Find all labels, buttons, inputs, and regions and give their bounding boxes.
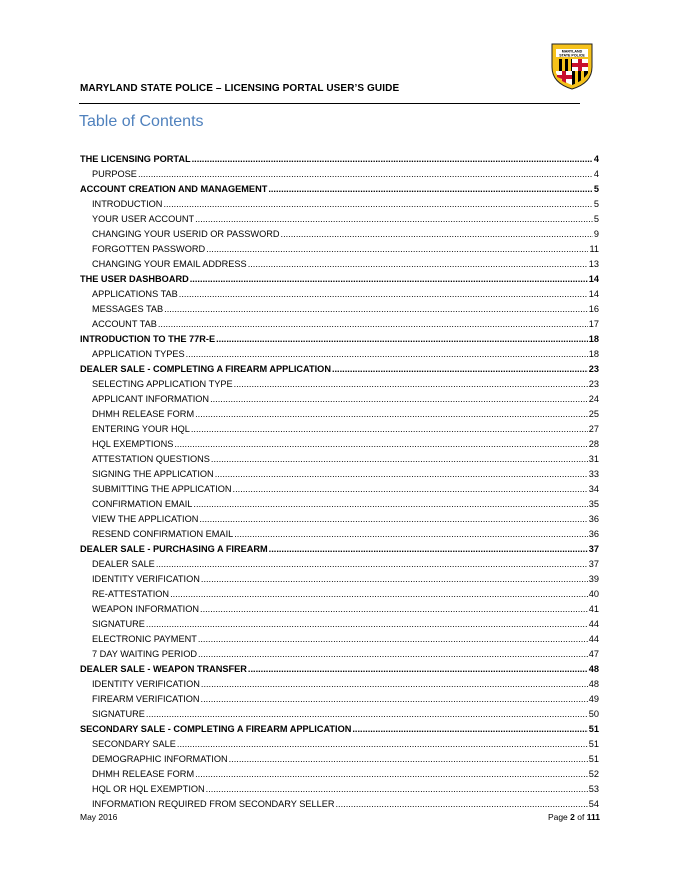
toc-subsection-entry[interactable]: [80, 376, 599, 391]
toc-entry-label: INTRODUCTION: [92, 199, 163, 209]
toc-entry-label: RESEND CONFIRMATION EMAIL: [92, 529, 234, 539]
toc-dot-leader: [193, 498, 587, 511]
toc-dot-leader: [248, 663, 588, 676]
toc-dot-leader: [138, 168, 593, 181]
toc-entry-label: HQL EXEMPTIONS: [92, 439, 174, 449]
toc-subsection-entry[interactable]: [80, 226, 599, 241]
toc-entry-page-number: 25: [588, 409, 599, 419]
toc-subsection-entry[interactable]: [80, 586, 599, 601]
toc-entry-page-number: 27: [588, 424, 599, 434]
toc-entry-label: SECONDARY SALE: [92, 739, 176, 749]
toc-entry-page-number: 14: [588, 274, 599, 284]
toc-entry-page-number: 5: [593, 214, 599, 224]
toc-entry-label: IDENTITY VERIFICATION: [92, 574, 200, 584]
toc-entry-page-number: 48: [588, 664, 599, 674]
toc-subsection-entry[interactable]: [80, 196, 599, 211]
toc-entry-page-number: 36: [588, 514, 599, 524]
toc-subsection-entry[interactable]: [80, 421, 599, 436]
toc-subsection-entry[interactable]: [80, 301, 599, 316]
toc-dot-leader: [198, 648, 588, 661]
toc-entry-page-number: 31: [588, 454, 599, 464]
toc-dot-leader: [335, 798, 587, 811]
toc-dot-leader: [332, 363, 588, 376]
toc-subsection-entry[interactable]: [80, 496, 599, 511]
toc-subsection-entry[interactable]: [80, 691, 599, 706]
toc-dot-leader: [199, 513, 587, 526]
toc-entry-page-number: 13: [588, 259, 599, 269]
toc-subsection-entry[interactable]: [80, 451, 599, 466]
toc-entry-page-number: 16: [588, 304, 599, 314]
toc-subsection-entry[interactable]: [80, 751, 599, 766]
toc-entry-page-number: 53: [588, 784, 599, 794]
toc-entry-label: DEMOGRAPHIC INFORMATION: [92, 754, 228, 764]
toc-entry-page-number: 37: [588, 544, 599, 554]
toc-entry-page-number: 51: [588, 739, 599, 749]
toc-entry-label: THE LICENSING PORTAL: [80, 154, 191, 164]
toc-entry-label: INFORMATION REQUIRED FROM SECONDARY SELLER: [92, 799, 335, 809]
toc-subsection-entry[interactable]: [80, 346, 599, 361]
toc-subsection-entry[interactable]: [80, 256, 599, 271]
toc-entry-label: ATTESTATION QUESTIONS: [92, 454, 210, 464]
toc-entry-page-number: 40: [588, 589, 599, 599]
toc-entry-page-number: 50: [588, 709, 599, 719]
toc-subsection-entry[interactable]: [80, 466, 599, 481]
toc-entry-label: SUBMITTING THE APPLICATION: [92, 484, 232, 494]
toc-subsection-entry[interactable]: [80, 676, 599, 691]
toc-section-entry[interactable]: [80, 361, 599, 376]
toc-dot-leader: [234, 528, 588, 541]
toc-dot-leader: [215, 468, 588, 481]
toc-entry-label: DHMH RELEASE FORM: [92, 409, 195, 419]
toc-dot-leader: [216, 333, 588, 346]
toc-entry-page-number: 23: [588, 379, 599, 389]
toc-section-entry[interactable]: [80, 181, 599, 196]
toc-entry-label: CHANGING YOUR EMAIL ADDRESS: [92, 259, 247, 269]
toc-dot-leader: [281, 228, 593, 241]
logo-text-bottom: STATE POLICE: [559, 53, 585, 58]
toc-subsection-entry[interactable]: [80, 556, 599, 571]
toc-dot-leader: [146, 708, 588, 721]
toc-subsection-entry[interactable]: [80, 406, 599, 421]
toc-subsection-entry[interactable]: [80, 166, 599, 181]
toc-entry-page-number: 5: [593, 199, 599, 209]
toc-entry-page-number: 4: [593, 169, 599, 179]
toc-subsection-entry[interactable]: [80, 616, 599, 631]
footer-page-current: 2: [570, 812, 575, 822]
toc-dot-leader: [158, 318, 588, 331]
toc-subsection-entry[interactable]: [80, 706, 599, 721]
toc-dot-leader: [179, 288, 588, 301]
toc-dot-leader: [177, 738, 588, 751]
toc-entry-page-number: 17: [588, 319, 599, 329]
toc-subsection-entry[interactable]: [80, 526, 599, 541]
toc-dot-leader: [174, 438, 587, 451]
toc-entry-page-number: 34: [588, 484, 599, 494]
toc-dot-leader: [352, 723, 587, 736]
toc-subsection-entry[interactable]: [80, 571, 599, 586]
toc-dot-leader: [233, 483, 588, 496]
toc-entry-page-number: 4: [593, 154, 599, 164]
toc-entry-label: DEALER SALE - COMPLETING A FIREARM APPLICATION: [80, 364, 331, 374]
toc-entry-page-number: 5: [593, 184, 599, 194]
toc-entry-page-number: 14: [588, 289, 599, 299]
toc-entry-page-number: 35: [588, 499, 599, 509]
toc-subsection-entry[interactable]: [80, 316, 599, 331]
toc-dot-leader: [206, 243, 588, 256]
toc-entry-label: DEALER SALE: [92, 559, 155, 569]
toc-section-entry[interactable]: [80, 661, 599, 676]
toc-dot-leader: [269, 543, 588, 556]
toc-subsection-entry[interactable]: [80, 481, 599, 496]
toc-entry-label: APPLICANT INFORMATION: [92, 394, 210, 404]
toc-dot-leader: [211, 453, 588, 466]
toc-subsection-entry[interactable]: [80, 241, 599, 256]
toc-entry-page-number: 9: [593, 229, 599, 239]
toc-subsection-entry[interactable]: [80, 796, 599, 811]
toc-entry-label: DEALER SALE - WEAPON TRANSFER: [80, 664, 247, 674]
toc-entry-label: DEALER SALE - PURCHASING A FIREARM: [80, 544, 268, 554]
toc-entry-label: 7 DAY WAITING PERIOD: [92, 649, 197, 659]
toc-entry-label: MESSAGES TAB: [92, 304, 164, 314]
footer-date: May 2016: [80, 812, 118, 822]
toc-section-entry[interactable]: [80, 721, 599, 736]
footer-page-prefix: Page: [547, 812, 568, 822]
toc-entry-label: THE USER DASHBOARD: [80, 274, 189, 284]
toc-subsection-entry[interactable]: [80, 436, 599, 451]
toc-entry-page-number: 49: [588, 694, 599, 704]
toc-entry-label: IDENTITY VERIFICATION: [92, 679, 200, 689]
document-header-title: MARYLAND STATE POLICE – LICENSING PORTAL USER’S GUIDE: [80, 83, 400, 94]
toc-entry-page-number: 33: [588, 469, 599, 479]
toc-entry-label: ENTERING YOUR HQL: [92, 424, 190, 434]
toc-dot-leader: [201, 693, 588, 706]
toc-subsection-entry[interactable]: [80, 601, 599, 616]
toc-section-entry[interactable]: [80, 541, 599, 556]
toc-section-entry[interactable]: [80, 271, 599, 286]
toc-subsection-entry[interactable]: [80, 736, 599, 751]
toc-entry-label: APPLICATIONS TAB: [92, 289, 178, 299]
toc-entry-page-number: 44: [588, 619, 599, 629]
toc-entry-label: ELECTRONIC PAYMENT: [92, 634, 197, 644]
toc-entry-label: FIREARM VERIFICATION: [92, 694, 200, 704]
toc-entry-label: CHANGING YOUR USERID OR PASSWORD: [92, 229, 280, 239]
toc-subsection-entry[interactable]: [80, 766, 599, 781]
toc-dot-leader: [170, 588, 588, 601]
toc-entry-page-number: 52: [588, 769, 599, 779]
logo-text-top: MARYLAND: [561, 49, 583, 54]
toc-dot-leader: [156, 558, 588, 571]
toc-entry-label: DHMH RELEASE FORM: [92, 769, 195, 779]
toc-dot-leader: [206, 783, 588, 796]
toc-entry-label: SIGNATURE: [92, 709, 145, 719]
toc-entry-label: APPLICATION TYPES: [92, 349, 185, 359]
toc-entry-label: SIGNATURE: [92, 619, 145, 629]
toc-dot-leader: [195, 408, 588, 421]
toc-entry-page-number: 41: [588, 604, 599, 614]
toc-entry-label: INTRODUCTION TO THE 77R-E: [80, 334, 216, 344]
toc-dot-leader: [186, 348, 588, 361]
toc-subsection-entry[interactable]: [80, 511, 599, 526]
toc-dot-leader: [190, 273, 588, 286]
toc-entry-page-number: 51: [588, 724, 599, 734]
toc-entry-label: CONFIRMATION EMAIL: [92, 499, 193, 509]
toc-entry-page-number: 11: [589, 244, 599, 254]
toc-dot-leader: [195, 213, 593, 226]
toc-entry-page-number: 18: [588, 334, 599, 344]
toc-entry-page-number: 28: [588, 439, 599, 449]
toc-dot-leader: [268, 183, 593, 196]
toc-entry-label: FORGOTTEN PASSWORD: [92, 244, 206, 254]
toc-dot-leader: [164, 303, 588, 316]
table-of-contents: [80, 151, 599, 811]
toc-section-entry[interactable]: [80, 151, 599, 166]
toc-dot-leader: [198, 633, 588, 646]
maryland-state-police-badge-icon: [549, 41, 595, 91]
toc-dot-leader: [200, 603, 588, 616]
toc-dot-leader: [248, 258, 588, 271]
header-divider: [79, 103, 580, 104]
toc-entry-page-number: 18: [588, 349, 599, 359]
toc-entry-label: SELECTING APPLICATION TYPE: [92, 379, 233, 389]
toc-dot-leader: [195, 768, 588, 781]
toc-entry-label: WEAPON INFORMATION: [92, 604, 200, 614]
toc-entry-label: SECONDARY SALE - COMPLETING A FIREARM APPLICATION: [80, 724, 352, 734]
toc-subsection-entry[interactable]: [80, 286, 599, 301]
toc-dot-leader: [201, 573, 588, 586]
toc-entry-page-number: 24: [588, 394, 599, 404]
footer-page-total: 111: [586, 812, 600, 822]
toc-entry-label: ACCOUNT CREATION AND MANAGEMENT: [80, 184, 268, 194]
toc-heading: Table of Contents: [79, 113, 204, 130]
toc-entry-label: YOUR USER ACCOUNT: [92, 214, 195, 224]
toc-entry-page-number: 47: [588, 649, 599, 659]
toc-subsection-entry[interactable]: [80, 391, 599, 406]
toc-dot-leader: [146, 618, 588, 631]
toc-entry-label: SIGNING THE APPLICATION: [92, 469, 214, 479]
toc-entry-label: VIEW THE APPLICATION: [92, 514, 199, 524]
toc-dot-leader: [201, 678, 588, 691]
toc-dot-leader: [210, 393, 588, 406]
toc-entry-label: RE-ATTESTATION: [92, 589, 170, 599]
toc-dot-leader: [191, 423, 588, 436]
toc-dot-leader: [163, 198, 592, 211]
footer-page-of: of: [577, 812, 585, 822]
toc-subsection-entry[interactable]: [80, 631, 599, 646]
toc-entry-page-number: 48: [588, 679, 599, 689]
toc-entry-page-number: 51: [588, 754, 599, 764]
toc-section-entry[interactable]: [80, 331, 599, 346]
toc-dot-leader: [234, 378, 588, 391]
toc-subsection-entry[interactable]: [80, 211, 599, 226]
toc-entry-label: ACCOUNT TAB: [92, 319, 157, 329]
toc-entry-page-number: 39: [588, 574, 599, 584]
toc-dot-leader: [229, 753, 588, 766]
toc-subsection-entry[interactable]: [80, 781, 599, 796]
toc-subsection-entry[interactable]: [80, 646, 599, 661]
toc-entry-label: PURPOSE: [92, 169, 137, 179]
toc-entry-page-number: 44: [588, 634, 599, 644]
toc-entry-page-number: 36: [588, 529, 599, 539]
footer-page-number: [548, 812, 600, 822]
toc-dot-leader: [192, 153, 593, 166]
toc-entry-page-number: 23: [588, 364, 599, 374]
toc-entry-label: HQL OR HQL EXEMPTION: [92, 784, 205, 794]
toc-entry-page-number: 37: [588, 559, 599, 569]
toc-entry-page-number: 54: [588, 799, 599, 809]
